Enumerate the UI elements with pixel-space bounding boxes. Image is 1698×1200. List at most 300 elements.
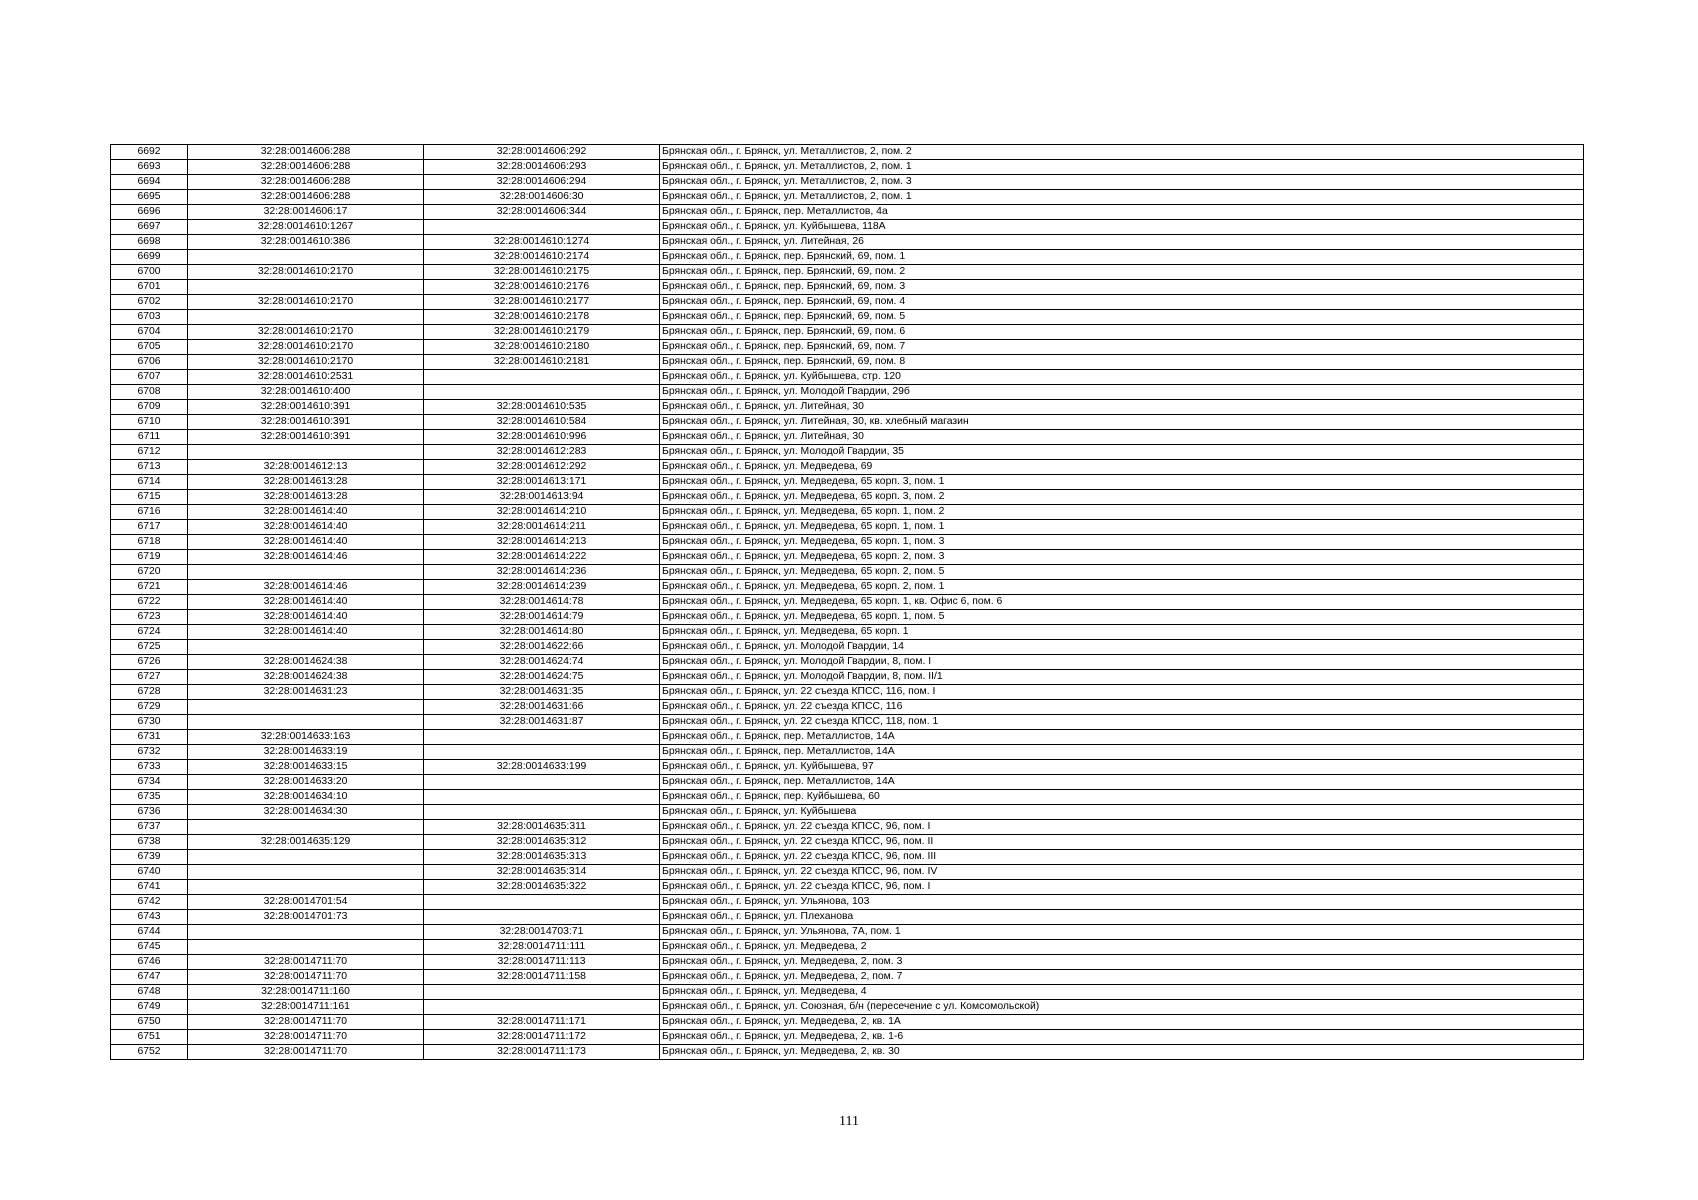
parcel-cadastral-number-cell bbox=[188, 850, 424, 865]
table-row bbox=[111, 565, 1584, 580]
table-row bbox=[111, 220, 1584, 235]
parcel-cadastral-number-cell: 32:28:0014614:40 bbox=[188, 535, 424, 550]
parcel-cadastral-number-cell bbox=[188, 250, 424, 265]
parcel-cadastral-number-cell bbox=[188, 565, 424, 580]
registry-table-body bbox=[111, 145, 1584, 1060]
parcel-cadastral-number-cell: 32:28:0014701:73 bbox=[188, 910, 424, 925]
table-row bbox=[111, 160, 1584, 175]
parcel-cadastral-number-cell: 32:28:0014614:40 bbox=[188, 520, 424, 535]
table-row bbox=[111, 850, 1584, 865]
table-row bbox=[111, 280, 1584, 295]
address-cell: Брянская обл., г. Брянск, ул. Медведева, 65 корп. 1, пом. 3 bbox=[660, 535, 1584, 550]
address-cell: Брянская обл., г. Брянск, пер. Металлистов, 14А bbox=[660, 745, 1584, 760]
object-cadastral-number-cell: 32:28:0014612:292 bbox=[424, 460, 660, 475]
row-number-cell: 6713 bbox=[111, 460, 188, 475]
object-cadastral-number-cell: 32:28:0014610:2175 bbox=[424, 265, 660, 280]
address-cell: Брянская обл., г. Брянск, ул. Медведева, 2, пом. 3 bbox=[660, 955, 1584, 970]
row-number-cell: 6747 bbox=[111, 970, 188, 985]
object-cadastral-number-cell: 32:28:0014613:171 bbox=[424, 475, 660, 490]
table-row bbox=[111, 235, 1584, 250]
parcel-cadastral-number-cell: 32:28:0014633:15 bbox=[188, 760, 424, 775]
table-row bbox=[111, 535, 1584, 550]
object-cadastral-number-cell: 32:28:0014614:80 bbox=[424, 625, 660, 640]
table-row bbox=[111, 295, 1584, 310]
row-number-cell: 6739 bbox=[111, 850, 188, 865]
parcel-cadastral-number-cell: 32:28:0014610:2170 bbox=[188, 295, 424, 310]
parcel-cadastral-number-cell: 32:28:0014612:13 bbox=[188, 460, 424, 475]
row-number-cell: 6744 bbox=[111, 925, 188, 940]
address-cell: Брянская обл., г. Брянск, пер. Брянский, 69, пом. 6 bbox=[660, 325, 1584, 340]
object-cadastral-number-cell: 32:28:0014610:2181 bbox=[424, 355, 660, 370]
address-cell: Брянская обл., г. Брянск, ул. Медведева, 2 bbox=[660, 940, 1584, 955]
row-number-cell: 6705 bbox=[111, 340, 188, 355]
parcel-cadastral-number-cell: 32:28:0014614:40 bbox=[188, 505, 424, 520]
row-number-cell: 6719 bbox=[111, 550, 188, 565]
object-cadastral-number-cell: 32:28:0014614:213 bbox=[424, 535, 660, 550]
table-row bbox=[111, 940, 1584, 955]
parcel-cadastral-number-cell: 32:28:0014614:46 bbox=[188, 550, 424, 565]
address-cell: Брянская обл., г. Брянск, ул. Медведева, 65 корп. 3, пом. 2 bbox=[660, 490, 1584, 505]
page-number: 111 bbox=[839, 1114, 859, 1129]
object-cadastral-number-cell: 32:28:0014711:158 bbox=[424, 970, 660, 985]
row-number-cell: 6722 bbox=[111, 595, 188, 610]
table-row bbox=[111, 655, 1584, 670]
object-cadastral-number-cell: 32:28:0014614:236 bbox=[424, 565, 660, 580]
row-number-cell: 6714 bbox=[111, 475, 188, 490]
table-row bbox=[111, 880, 1584, 895]
parcel-cadastral-number-cell bbox=[188, 700, 424, 715]
row-number-cell: 6745 bbox=[111, 940, 188, 955]
table-row bbox=[111, 1045, 1584, 1060]
parcel-cadastral-number-cell bbox=[188, 925, 424, 940]
address-cell: Брянская обл., г. Брянск, ул. Медведева, 65 корп. 1, пом. 5 bbox=[660, 610, 1584, 625]
object-cadastral-number-cell: 32:28:0014635:314 bbox=[424, 865, 660, 880]
row-number-cell: 6749 bbox=[111, 1000, 188, 1015]
registry-table bbox=[110, 144, 1584, 1060]
address-cell: Брянская обл., г. Брянск, ул. Молодой Гвардии, 35 bbox=[660, 445, 1584, 460]
table-row bbox=[111, 790, 1584, 805]
object-cadastral-number-cell: 32:28:0014631:35 bbox=[424, 685, 660, 700]
parcel-cadastral-number-cell: 32:28:0014634:30 bbox=[188, 805, 424, 820]
address-cell: Брянская обл., г. Брянск, ул. Литейная, 26 bbox=[660, 235, 1584, 250]
row-number-cell: 6723 bbox=[111, 610, 188, 625]
table-row bbox=[111, 520, 1584, 535]
table-row bbox=[111, 430, 1584, 445]
row-number-cell: 6699 bbox=[111, 250, 188, 265]
object-cadastral-number-cell: 32:28:0014612:283 bbox=[424, 445, 660, 460]
address-cell: Брянская обл., г. Брянск, ул. 22 съезда КПСС, 96, пом. II bbox=[660, 835, 1584, 850]
address-cell: Брянская обл., г. Брянск, ул. 22 съезда КПСС, 116, пом. I bbox=[660, 685, 1584, 700]
row-number-cell: 6724 bbox=[111, 625, 188, 640]
address-cell: Брянская обл., г. Брянск, ул. Медведева, 2, пом. 7 bbox=[660, 970, 1584, 985]
object-cadastral-number-cell bbox=[424, 220, 660, 235]
row-number-cell: 6706 bbox=[111, 355, 188, 370]
row-number-cell: 6731 bbox=[111, 730, 188, 745]
object-cadastral-number-cell: 32:28:0014610:2177 bbox=[424, 295, 660, 310]
object-cadastral-number-cell: 32:28:0014610:584 bbox=[424, 415, 660, 430]
address-cell: Брянская обл., г. Брянск, пер. Куйбышева, 60 bbox=[660, 790, 1584, 805]
object-cadastral-number-cell: 32:28:0014610:2179 bbox=[424, 325, 660, 340]
parcel-cadastral-number-cell: 32:28:0014634:10 bbox=[188, 790, 424, 805]
object-cadastral-number-cell: 32:28:0014711:113 bbox=[424, 955, 660, 970]
table-row bbox=[111, 955, 1584, 970]
parcel-cadastral-number-cell bbox=[188, 310, 424, 325]
object-cadastral-number-cell: 32:28:0014614:222 bbox=[424, 550, 660, 565]
parcel-cadastral-number-cell: 32:28:0014633:20 bbox=[188, 775, 424, 790]
parcel-cadastral-number-cell: 32:28:0014635:129 bbox=[188, 835, 424, 850]
address-cell: Брянская обл., г. Брянск, ул. Медведева, 2, кв. 1А bbox=[660, 1015, 1584, 1030]
row-number-cell: 6735 bbox=[111, 790, 188, 805]
table-row bbox=[111, 625, 1584, 640]
table-row bbox=[111, 580, 1584, 595]
row-number-cell: 6726 bbox=[111, 655, 188, 670]
object-cadastral-number-cell: 32:28:0014606:293 bbox=[424, 160, 660, 175]
object-cadastral-number-cell: 32:28:0014614:210 bbox=[424, 505, 660, 520]
row-number-cell: 6707 bbox=[111, 370, 188, 385]
table-row bbox=[111, 145, 1584, 160]
row-number-cell: 6720 bbox=[111, 565, 188, 580]
object-cadastral-number-cell: 32:28:0014613:94 bbox=[424, 490, 660, 505]
object-cadastral-number-cell bbox=[424, 805, 660, 820]
object-cadastral-number-cell: 32:28:0014635:313 bbox=[424, 850, 660, 865]
object-cadastral-number-cell: 32:28:0014614:211 bbox=[424, 520, 660, 535]
address-cell: Брянская обл., г. Брянск, ул. 22 съезда КПСС, 96, пом. I bbox=[660, 820, 1584, 835]
address-cell: Брянская обл., г. Брянск, ул. Медведева, 65 корп. 1 bbox=[660, 625, 1584, 640]
object-cadastral-number-cell: 32:28:0014606:292 bbox=[424, 145, 660, 160]
parcel-cadastral-number-cell: 32:28:0014614:40 bbox=[188, 625, 424, 640]
table-row bbox=[111, 760, 1584, 775]
table-row bbox=[111, 490, 1584, 505]
address-cell: Брянская обл., г. Брянск, ул. Плеханова bbox=[660, 910, 1584, 925]
table-row bbox=[111, 340, 1584, 355]
object-cadastral-number-cell: 32:28:0014610:2176 bbox=[424, 280, 660, 295]
table-row bbox=[111, 550, 1584, 565]
table-row bbox=[111, 475, 1584, 490]
address-cell: Брянская обл., г. Брянск, ул. Медведева, 2, кв. 30 bbox=[660, 1045, 1584, 1060]
address-cell: Брянская обл., г. Брянск, ул. Металлистов, 2, пом. 2 bbox=[660, 145, 1584, 160]
address-cell: Брянская обл., г. Брянск, ул. Медведева, 2, кв. 1-6 bbox=[660, 1030, 1584, 1045]
row-number-cell: 6725 bbox=[111, 640, 188, 655]
address-cell: Брянская обл., г. Брянск, ул. Молодой Гвардии, 14 bbox=[660, 640, 1584, 655]
parcel-cadastral-number-cell: 32:28:0014606:17 bbox=[188, 205, 424, 220]
parcel-cadastral-number-cell bbox=[188, 820, 424, 835]
parcel-cadastral-number-cell: 32:28:0014610:400 bbox=[188, 385, 424, 400]
object-cadastral-number-cell: 32:28:0014711:111 bbox=[424, 940, 660, 955]
object-cadastral-number-cell: 32:28:0014631:87 bbox=[424, 715, 660, 730]
object-cadastral-number-cell bbox=[424, 895, 660, 910]
address-cell: Брянская обл., г. Брянск, ул. Куйбышева, 97 bbox=[660, 760, 1584, 775]
row-number-cell: 6736 bbox=[111, 805, 188, 820]
row-number-cell: 6717 bbox=[111, 520, 188, 535]
address-cell: Брянская обл., г. Брянск, пер. Металлистов, 14А bbox=[660, 730, 1584, 745]
address-cell: Брянская обл., г. Брянск, ул. Медведева, 65 корп. 3, пом. 1 bbox=[660, 475, 1584, 490]
table-row bbox=[111, 505, 1584, 520]
row-number-cell: 6737 bbox=[111, 820, 188, 835]
row-number-cell: 6716 bbox=[111, 505, 188, 520]
object-cadastral-number-cell bbox=[424, 745, 660, 760]
parcel-cadastral-number-cell: 32:28:0014610:391 bbox=[188, 430, 424, 445]
address-cell: Брянская обл., г. Брянск, ул. Союзная, б/н (пересечение с ул. Комсомольской) bbox=[660, 1000, 1584, 1015]
row-number-cell: 6710 bbox=[111, 415, 188, 430]
parcel-cadastral-number-cell: 32:28:0014711:70 bbox=[188, 1030, 424, 1045]
address-cell: Брянская обл., г. Брянск, пер. Металлистов, 14А bbox=[660, 775, 1584, 790]
address-cell: Брянская обл., г. Брянск, ул. Литейная, 30 bbox=[660, 400, 1584, 415]
object-cadastral-number-cell: 32:28:0014610:1274 bbox=[424, 235, 660, 250]
table-row bbox=[111, 265, 1584, 280]
row-number-cell: 6701 bbox=[111, 280, 188, 295]
object-cadastral-number-cell: 32:28:0014610:2180 bbox=[424, 340, 660, 355]
parcel-cadastral-number-cell: 32:28:0014613:28 bbox=[188, 475, 424, 490]
row-number-cell: 6712 bbox=[111, 445, 188, 460]
table-row bbox=[111, 865, 1584, 880]
parcel-cadastral-number-cell: 32:28:0014711:70 bbox=[188, 1045, 424, 1060]
row-number-cell: 6694 bbox=[111, 175, 188, 190]
row-number-cell: 6721 bbox=[111, 580, 188, 595]
table-row bbox=[111, 205, 1584, 220]
parcel-cadastral-number-cell: 32:28:0014711:70 bbox=[188, 955, 424, 970]
table-row bbox=[111, 640, 1584, 655]
object-cadastral-number-cell: 32:28:0014610:2178 bbox=[424, 310, 660, 325]
table-row bbox=[111, 820, 1584, 835]
table-row bbox=[111, 610, 1584, 625]
object-cadastral-number-cell: 32:28:0014610:996 bbox=[424, 430, 660, 445]
address-cell: Брянская обл., г. Брянск, ул. Медведева, 65 корп. 1, пом. 1 bbox=[660, 520, 1584, 535]
object-cadastral-number-cell bbox=[424, 910, 660, 925]
address-cell: Брянская обл., г. Брянск, ул. Куйбышева, стр. 120 bbox=[660, 370, 1584, 385]
row-number-cell: 6698 bbox=[111, 235, 188, 250]
object-cadastral-number-cell bbox=[424, 730, 660, 745]
address-cell: Брянская обл., г. Брянск, ул. Литейная, 30 bbox=[660, 430, 1584, 445]
object-cadastral-number-cell: 32:28:0014711:171 bbox=[424, 1015, 660, 1030]
table-row bbox=[111, 895, 1584, 910]
parcel-cadastral-number-cell: 32:28:0014610:391 bbox=[188, 415, 424, 430]
parcel-cadastral-number-cell: 32:28:0014711:161 bbox=[188, 1000, 424, 1015]
parcel-cadastral-number-cell: 32:28:0014711:70 bbox=[188, 1015, 424, 1030]
parcel-cadastral-number-cell: 32:28:0014610:2170 bbox=[188, 265, 424, 280]
parcel-cadastral-number-cell: 32:28:0014613:28 bbox=[188, 490, 424, 505]
table-row bbox=[111, 445, 1584, 460]
table-row bbox=[111, 835, 1584, 850]
object-cadastral-number-cell: 32:28:0014614:239 bbox=[424, 580, 660, 595]
object-cadastral-number-cell bbox=[424, 385, 660, 400]
parcel-cadastral-number-cell: 32:28:0014624:38 bbox=[188, 670, 424, 685]
parcel-cadastral-number-cell: 32:28:0014711:160 bbox=[188, 985, 424, 1000]
address-cell: Брянская обл., г. Брянск, пер. Брянский, 69, пом. 2 bbox=[660, 265, 1584, 280]
object-cadastral-number-cell: 32:28:0014624:75 bbox=[424, 670, 660, 685]
row-number-cell: 6704 bbox=[111, 325, 188, 340]
address-cell: Брянская обл., г. Брянск, ул. Литейная, 30, кв. хлебный магазин bbox=[660, 415, 1584, 430]
parcel-cadastral-number-cell: 32:28:0014610:2531 bbox=[188, 370, 424, 385]
address-cell: Брянская обл., г. Брянск, ул. Медведева, 65 корп. 2, пом. 1 bbox=[660, 580, 1584, 595]
object-cadastral-number-cell: 32:28:0014711:173 bbox=[424, 1045, 660, 1060]
object-cadastral-number-cell: 32:28:0014635:312 bbox=[424, 835, 660, 850]
parcel-cadastral-number-cell: 32:28:0014610:391 bbox=[188, 400, 424, 415]
address-cell: Брянская обл., г. Брянск, ул. Медведева, 65 корп. 1, пом. 2 bbox=[660, 505, 1584, 520]
row-number-cell: 6709 bbox=[111, 400, 188, 415]
address-cell: Брянская обл., г. Брянск, пер. Брянский, 69, пом. 5 bbox=[660, 310, 1584, 325]
table-row bbox=[111, 925, 1584, 940]
table-row bbox=[111, 685, 1584, 700]
table-row bbox=[111, 730, 1584, 745]
table-row bbox=[111, 400, 1584, 415]
row-number-cell: 6700 bbox=[111, 265, 188, 280]
object-cadastral-number-cell: 32:28:0014606:294 bbox=[424, 175, 660, 190]
object-cadastral-number-cell: 32:28:0014703:71 bbox=[424, 925, 660, 940]
address-cell: Брянская обл., г. Брянск, ул. Молодой Гвардии, 29б bbox=[660, 385, 1584, 400]
address-cell: Брянская обл., г. Брянск, ул. 22 съезда КПСС, 118, пом. 1 bbox=[660, 715, 1584, 730]
parcel-cadastral-number-cell: 32:28:0014614:46 bbox=[188, 580, 424, 595]
table-row bbox=[111, 370, 1584, 385]
table-row bbox=[111, 355, 1584, 370]
row-number-cell: 6742 bbox=[111, 895, 188, 910]
address-cell: Брянская обл., г. Брянск, ул. Медведева, 65 корп. 2, пом. 5 bbox=[660, 565, 1584, 580]
parcel-cadastral-number-cell: 32:28:0014606:288 bbox=[188, 160, 424, 175]
row-number-cell: 6703 bbox=[111, 310, 188, 325]
row-number-cell: 6748 bbox=[111, 985, 188, 1000]
object-cadastral-number-cell bbox=[424, 775, 660, 790]
address-cell: Брянская обл., г. Брянск, ул. Ульянова, 103 bbox=[660, 895, 1584, 910]
address-cell: Брянская обл., г. Брянск, пер. Брянский, 69, пом. 3 bbox=[660, 280, 1584, 295]
address-cell: Брянская обл., г. Брянск, ул. Металлистов, 2, пом. 3 bbox=[660, 175, 1584, 190]
table-row bbox=[111, 250, 1584, 265]
parcel-cadastral-number-cell: 32:28:0014610:2170 bbox=[188, 340, 424, 355]
object-cadastral-number-cell bbox=[424, 1000, 660, 1015]
address-cell: Брянская обл., г. Брянск, ул. Ульянова, 7А, пом. 1 bbox=[660, 925, 1584, 940]
address-cell: Брянская обл., г. Брянск, пер. Брянский, 69, пом. 4 bbox=[660, 295, 1584, 310]
parcel-cadastral-number-cell: 32:28:0014610:386 bbox=[188, 235, 424, 250]
table-row bbox=[111, 700, 1584, 715]
object-cadastral-number-cell: 32:28:0014635:322 bbox=[424, 880, 660, 895]
table-row bbox=[111, 670, 1584, 685]
row-number-cell: 6751 bbox=[111, 1030, 188, 1045]
table-row bbox=[111, 1030, 1584, 1045]
object-cadastral-number-cell: 32:28:0014624:74 bbox=[424, 655, 660, 670]
row-number-cell: 6695 bbox=[111, 190, 188, 205]
object-cadastral-number-cell: 32:28:0014622:66 bbox=[424, 640, 660, 655]
row-number-cell: 6738 bbox=[111, 835, 188, 850]
object-cadastral-number-cell: 32:28:0014606:344 bbox=[424, 205, 660, 220]
parcel-cadastral-number-cell: 32:28:0014633:163 bbox=[188, 730, 424, 745]
row-number-cell: 6746 bbox=[111, 955, 188, 970]
table-row bbox=[111, 310, 1584, 325]
object-cadastral-number-cell: 32:28:0014711:172 bbox=[424, 1030, 660, 1045]
object-cadastral-number-cell: 32:28:0014606:30 bbox=[424, 190, 660, 205]
table-row bbox=[111, 190, 1584, 205]
row-number-cell: 6728 bbox=[111, 685, 188, 700]
row-number-cell: 6732 bbox=[111, 745, 188, 760]
row-number-cell: 6733 bbox=[111, 760, 188, 775]
row-number-cell: 6730 bbox=[111, 715, 188, 730]
address-cell: Брянская обл., г. Брянск, пер. Брянский, 69, пом. 1 bbox=[660, 250, 1584, 265]
table-row bbox=[111, 985, 1584, 1000]
row-number-cell: 6702 bbox=[111, 295, 188, 310]
parcel-cadastral-number-cell: 32:28:0014610:2170 bbox=[188, 355, 424, 370]
table-row bbox=[111, 910, 1584, 925]
row-number-cell: 6715 bbox=[111, 490, 188, 505]
table-row bbox=[111, 1015, 1584, 1030]
parcel-cadastral-number-cell: 32:28:0014606:288 bbox=[188, 190, 424, 205]
address-cell: Брянская обл., г. Брянск, ул. Куйбышева bbox=[660, 805, 1584, 820]
row-number-cell: 6750 bbox=[111, 1015, 188, 1030]
object-cadastral-number-cell: 32:28:0014631:66 bbox=[424, 700, 660, 715]
table-row bbox=[111, 715, 1584, 730]
table-row bbox=[111, 460, 1584, 475]
parcel-cadastral-number-cell bbox=[188, 715, 424, 730]
address-cell: Брянская обл., г. Брянск, ул. Металлистов, 2, пом. 1 bbox=[660, 160, 1584, 175]
table-row bbox=[111, 415, 1584, 430]
address-cell: Брянская обл., г. Брянск, ул. Молодой Гвардии, 8, пом. I bbox=[660, 655, 1584, 670]
parcel-cadastral-number-cell: 32:28:0014624:38 bbox=[188, 655, 424, 670]
object-cadastral-number-cell: 32:28:0014635:311 bbox=[424, 820, 660, 835]
address-cell: Брянская обл., г. Брянск, ул. 22 съезда КПСС, 96, пом. IV bbox=[660, 865, 1584, 880]
parcel-cadastral-number-cell: 32:28:0014631:23 bbox=[188, 685, 424, 700]
object-cadastral-number-cell: 32:28:0014614:79 bbox=[424, 610, 660, 625]
object-cadastral-number-cell: 32:28:0014610:535 bbox=[424, 400, 660, 415]
parcel-cadastral-number-cell bbox=[188, 865, 424, 880]
address-cell: Брянская обл., г. Брянск, ул. Медведева, 69 bbox=[660, 460, 1584, 475]
parcel-cadastral-number-cell: 32:28:0014633:19 bbox=[188, 745, 424, 760]
table-row bbox=[111, 805, 1584, 820]
object-cadastral-number-cell: 32:28:0014614:78 bbox=[424, 595, 660, 610]
table-row bbox=[111, 385, 1584, 400]
parcel-cadastral-number-cell bbox=[188, 445, 424, 460]
row-number-cell: 6743 bbox=[111, 910, 188, 925]
row-number-cell: 6740 bbox=[111, 865, 188, 880]
table-row bbox=[111, 745, 1584, 760]
address-cell: Брянская обл., г. Брянск, ул. 22 съезда КПСС, 96, пом. III bbox=[660, 850, 1584, 865]
object-cadastral-number-cell bbox=[424, 985, 660, 1000]
parcel-cadastral-number-cell bbox=[188, 640, 424, 655]
parcel-cadastral-number-cell: 32:28:0014610:1267 bbox=[188, 220, 424, 235]
row-number-cell: 6752 bbox=[111, 1045, 188, 1060]
row-number-cell: 6697 bbox=[111, 220, 188, 235]
row-number-cell: 6741 bbox=[111, 880, 188, 895]
object-cadastral-number-cell bbox=[424, 790, 660, 805]
table-row bbox=[111, 175, 1584, 190]
parcel-cadastral-number-cell: 32:28:0014614:40 bbox=[188, 595, 424, 610]
address-cell: Брянская обл., г. Брянск, ул. Медведева, 4 bbox=[660, 985, 1584, 1000]
parcel-cadastral-number-cell bbox=[188, 880, 424, 895]
row-number-cell: 6734 bbox=[111, 775, 188, 790]
parcel-cadastral-number-cell bbox=[188, 280, 424, 295]
table-row bbox=[111, 970, 1584, 985]
object-cadastral-number-cell: 32:28:0014610:2174 bbox=[424, 250, 660, 265]
row-number-cell: 6692 bbox=[111, 145, 188, 160]
parcel-cadastral-number-cell: 32:28:0014606:288 bbox=[188, 145, 424, 160]
parcel-cadastral-number-cell: 32:28:0014606:288 bbox=[188, 175, 424, 190]
address-cell: Брянская обл., г. Брянск, ул. Металлистов, 2, пом. 1 bbox=[660, 190, 1584, 205]
address-cell: Брянская обл., г. Брянск, ул. Молодой Гвардии, 8, пом. II/1 bbox=[660, 670, 1584, 685]
parcel-cadastral-number-cell: 32:28:0014701:54 bbox=[188, 895, 424, 910]
address-cell: Брянская обл., г. Брянск, пер. Брянский, 69, пом. 8 bbox=[660, 355, 1584, 370]
address-cell: Брянская обл., г. Брянск, ул. 22 съезда КПСС, 116 bbox=[660, 700, 1584, 715]
row-number-cell: 6718 bbox=[111, 535, 188, 550]
address-cell: Брянская обл., г. Брянск, пер. Металлистов, 4а bbox=[660, 205, 1584, 220]
address-cell: Брянская обл., г. Брянск, ул. Куйбышева, 118А bbox=[660, 220, 1584, 235]
row-number-cell: 6729 bbox=[111, 700, 188, 715]
table-row bbox=[111, 1000, 1584, 1015]
row-number-cell: 6711 bbox=[111, 430, 188, 445]
address-cell: Брянская обл., г. Брянск, ул. Медведева, 65 корп. 2, пом. 3 bbox=[660, 550, 1584, 565]
parcel-cadastral-number-cell: 32:28:0014610:2170 bbox=[188, 325, 424, 340]
table-row bbox=[111, 325, 1584, 340]
table-row bbox=[111, 775, 1584, 790]
parcel-cadastral-number-cell bbox=[188, 940, 424, 955]
parcel-cadastral-number-cell: 32:28:0014711:70 bbox=[188, 970, 424, 985]
table-row bbox=[111, 595, 1584, 610]
row-number-cell: 6727 bbox=[111, 670, 188, 685]
address-cell: Брянская обл., г. Брянск, ул. Медведева, 65 корп. 1, кв. Офис 6, пом. 6 bbox=[660, 595, 1584, 610]
